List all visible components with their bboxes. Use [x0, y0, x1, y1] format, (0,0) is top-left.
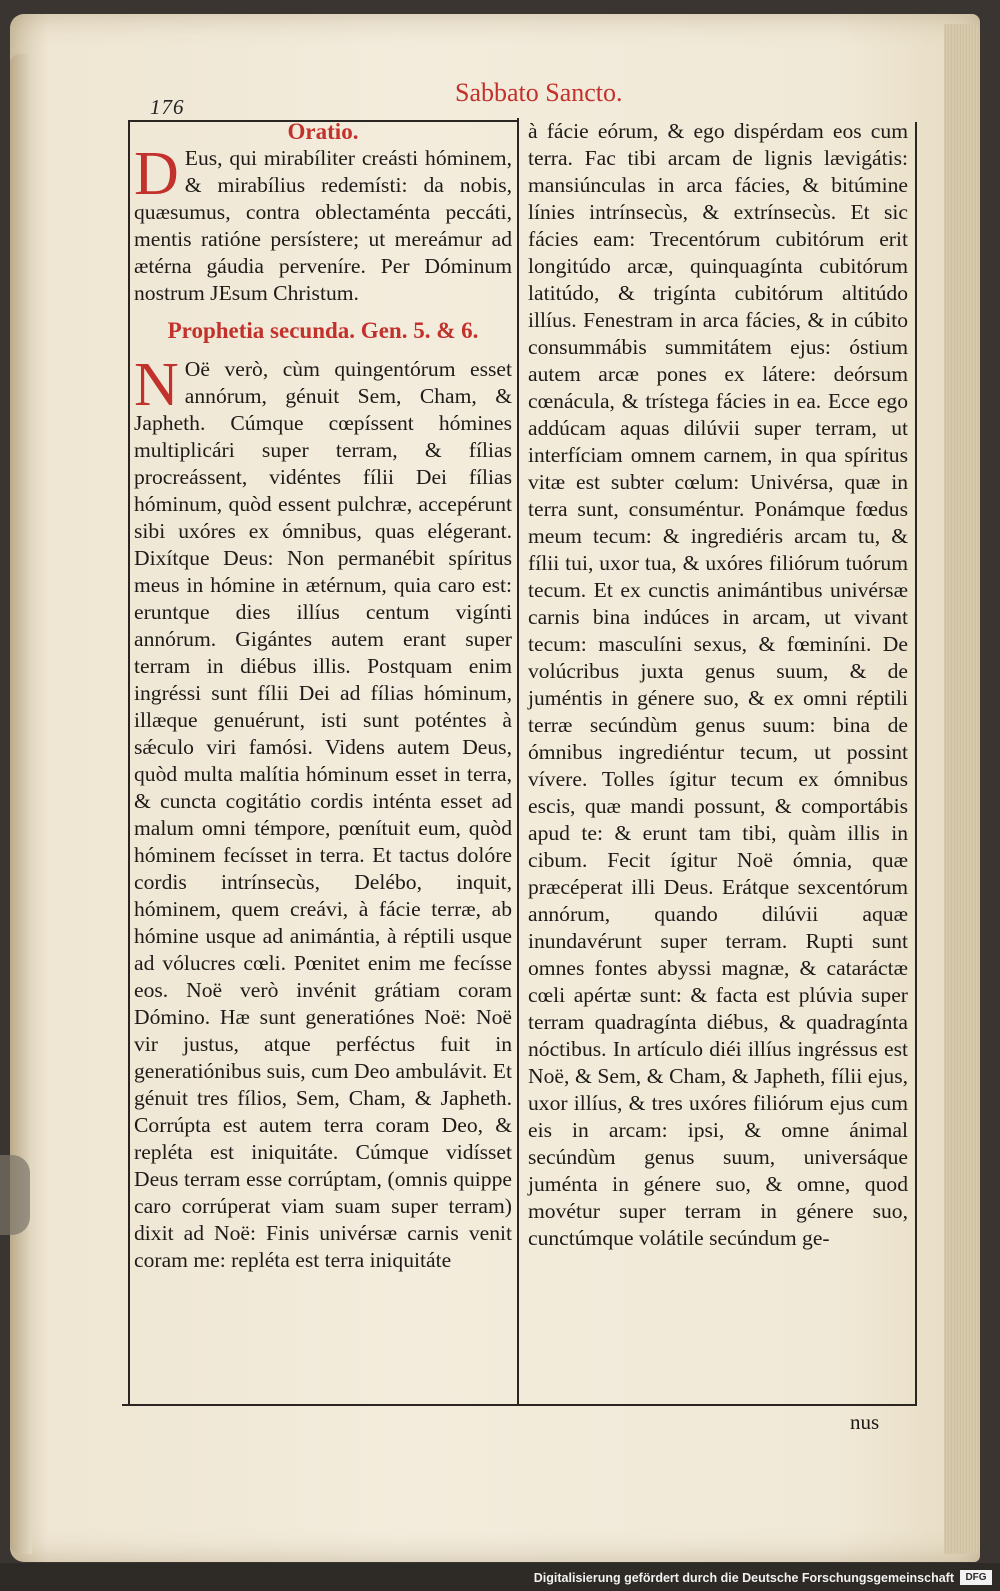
prophetia-heading: Prophetia secunda. Gen. 5. & 6. [167, 318, 479, 343]
oratio-dropcap: D [134, 140, 179, 208]
book-spine [10, 54, 32, 1554]
page-number: 176 [150, 95, 185, 119]
page-edge [944, 24, 980, 1554]
dfg-logo-icon: DFG [960, 1570, 992, 1585]
oratio-paragraph [134, 140, 512, 307]
digitization-credit: Digitalisierung gefördert durch die Deutsche Forschungsgemeinschaft [533, 1571, 954, 1585]
right-column [528, 118, 908, 1252]
bottom-rule [122, 1404, 917, 1406]
prophetia-paragraph-right [528, 118, 908, 1252]
oratio-heading: Oratio. [287, 119, 359, 144]
clip-tab [0, 1155, 30, 1235]
oratio-text: Eus, qui mirabíliter creásti hóminem, & mirabílius redemísti: da nobis, quæsumus, contra oblectaménta peccáti, mentis ratióne persístere; ut mereámur ad ætérna gáudia perveníre. Per Dóminum nostrum JEsum Christum. [134, 146, 512, 305]
prophetia-dropcap: N [134, 351, 179, 419]
prophetia-text-right: à fácie eórum, & ego dispérdam eos cum terra. Fac tibi arcam de lignis lævigátis: mansiúnculas in arca fácies, & bitúmine línies intrínsecùs, & extrínsecùs. Et sic fácies eam: Trecentórum cubitórum erit longitúdo arcæ, quinquagínta cubitórum latitúdo, & trigínta cubitórum altitúdo illíus. Fenestram in arca fácies, & in cúbito consummábis summitátem ejus: óstium autem arcæ pones ex látere: deórsum cœnácula, & trístega fácies in ea. Ecce ego addúcam aquas dilúvii super terram, ut interfíciam omnem carnem, in qua spíritus vitæ est subter cœlum: Univérsa, quæ in terra sunt, consuméntur. Ponámque fœdus meum tecum: & ingrediéris arcam tu, & fílii tui, uxor tua, & uxóres filiórum tuórum tecum. Et ex cunctis animántibus univérsæ carnis bina indúces in arcam, ut vivant tecum: masculíni sexus, & fœminíni. De volúcribus juxta genus suum, & de juméntis in génere suo, & ex omni réptili terræ secúndùm genus suum: bina de ómnibus ingrediéntur tecum, ut possint vívere. Tolles ígitur tecum ex ómnibus escis, quæ mandi possunt, & comportábis apud te: & erunt tam tibi, quàm illis in cibum. Fecit ígitur Noë ómnia, quæ præcéperat illi Deus. Erátque sexcentórum annórum, quando dilúvii aquæ inundavérunt super terram. Rupti sunt omnes fontes abyssi magnæ, & cataráctæ cœli apértæ sunt: & facta est plúvia super terram quadragínta diébus, & quadragínta nóctibus. In artículo diéi illíus ingréssus est Noë, & Sem, & Cham, & Japheth, fílii ejus, uxor illíus, & tres uxóres filiórum ejus cum eis in arcam: ipsi, & omne ánimal secúndùm genus suum, universáque juménta in génere suo, & omne, quod movétur super terram in génere suo, cunctúmque volátile secúndum ge- [528, 119, 908, 1250]
catchword: nus [850, 1410, 880, 1434]
prophetia-text-left: Oë verò, cùm quingentórum esset annórum, génuit Sem, Cham, & Japheth. Cúmque cœpíssent hómines multiplicári super terram, & fílias procreássent, vidéntes fílii Dei fílias hóminum, quòd essent pulchræ, accepérunt sibi uxóres ex ómnibus, quas elégerant. Dixítque Deus: Non permanébit spíritus meus in hómine in ætérnum, quia caro est: eruntque dies illíus centum vigínti annórum. Gigántes autem erant super terram in diébus illis. Postquam enim ingréssi sunt fílii Dei ad fílias hóminum, illæque genuérunt, isti sunt poténtes à sǽculo viri famósi. Videns autem Deus, quòd multa malítia hóminum esset in terra, & cuncta cogitátio cordis inténta esset ad malum omni témpore, pœnítuit eum, quòd hóminem fecísset in terra. Et tactus dolóre cordis intrínsecùs, Delébo, inquit, hóminem, quem creávi, à fácie terræ, ab hómine usque ad animántia, à réptili usque ad vólucres cœli. Pœnitet enim me fecísse eos. Noë verò invénit grátiam coram Dómino. Hæ sunt generatiónes Noë: Noë vir justus, atque perféctus fuit in generatiónibus suis, cum Deo ambulávit. Et génuit tres fílios, Sem, Cham, & Japheth. Corrúpta est autem terra coram Deo, & repléta est iniquitáte. Cúmque vidísset Deus terram esse corrúptam, (omnis quippe caro corrúperat viam suam super terram) dixit ad Noë: Finis univérsæ carnis venit coram me: repléta est terra iniquitáte [134, 357, 512, 1272]
left-column [134, 118, 512, 1274]
running-head: Sabbato Sancto. [455, 78, 623, 107]
column-separator [517, 118, 519, 1406]
prophetia-paragraph-left [134, 351, 512, 1274]
